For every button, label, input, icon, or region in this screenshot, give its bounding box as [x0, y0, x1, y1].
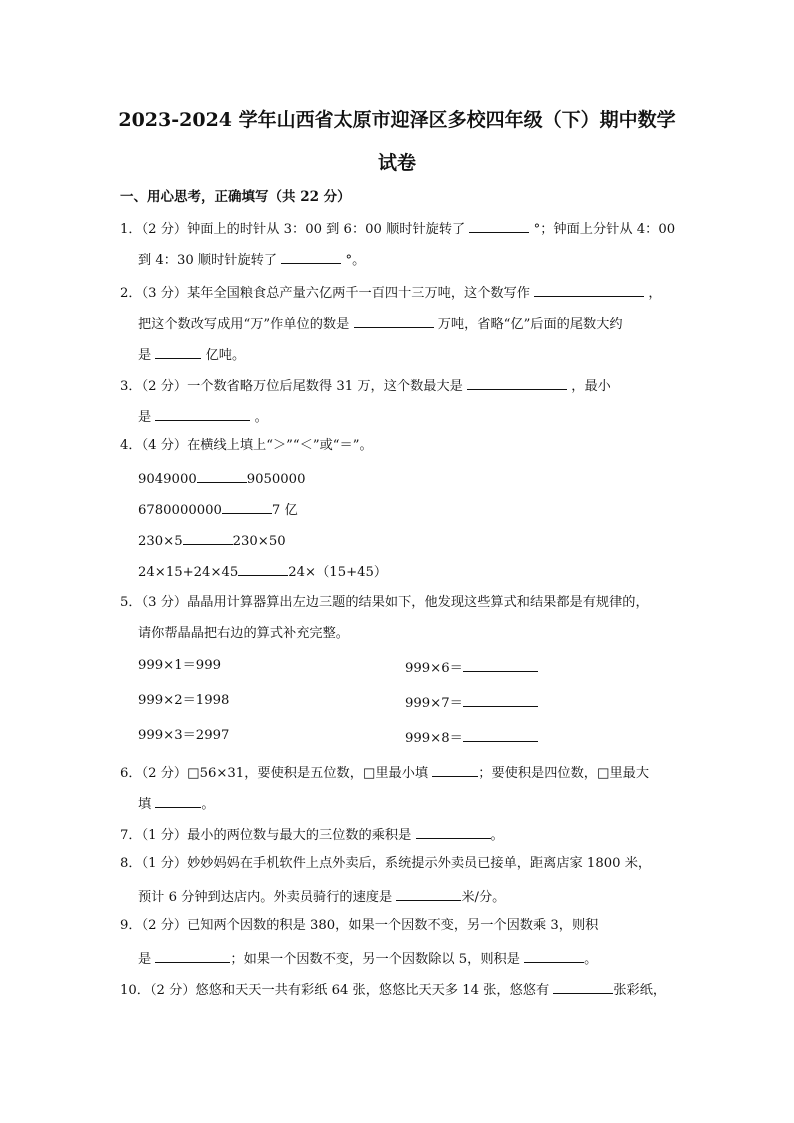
question-text: 1．（2 分）钟面上的时针从 3：00 到 6：00 顺时针旋转了 — [120, 222, 466, 237]
question-text: °；钟面上分针从 4：00 — [533, 222, 676, 237]
answer-blank[interactable] — [155, 344, 201, 359]
question-6-line-1 — [120, 762, 649, 783]
question-text: 预计 6 分钟到达店内。外卖员骑行的速度是 — [138, 890, 393, 905]
question-text: 。 — [254, 410, 268, 425]
question-9-line-2 — [138, 948, 597, 969]
question-text: ；如果一个因数不变，另一个因数除以 5，则积是 — [230, 952, 520, 967]
comparison-left: 230×5 — [138, 534, 183, 549]
answer-blank[interactable] — [155, 406, 250, 421]
question-text: 张彩纸， — [613, 983, 667, 998]
question-text: 10．（2 分）悠悠和天天一共有彩纸 64 张，悠悠比天天多 14 张，悠悠有 — [120, 983, 550, 998]
answer-blank[interactable] — [469, 218, 529, 233]
question-1-line-1 — [120, 218, 675, 239]
answer-blank[interactable] — [281, 249, 341, 264]
question-10 — [120, 979, 666, 1000]
answer-blank[interactable] — [238, 561, 288, 576]
question-1-line-2 — [138, 249, 365, 270]
answer-blank[interactable] — [354, 313, 434, 328]
equation-left: 999×2＝1998 — [138, 693, 230, 708]
question-text: 2．（3 分）某年全国粮食总产量六亿两千一百四十三万吨，这个数写作 — [120, 286, 530, 301]
question-text: 亿吨。 — [205, 348, 246, 363]
answer-blank[interactable] — [183, 530, 233, 545]
answer-blank[interactable] — [197, 468, 247, 483]
equation-right: 999×7＝ — [405, 692, 538, 713]
comparison-right: 9050000 — [246, 472, 306, 487]
question-2-line-3 — [138, 344, 245, 365]
question-text: 是 — [138, 410, 152, 425]
answer-blank[interactable] — [553, 979, 613, 994]
question-text: 填 — [138, 797, 152, 812]
page-title-continued: 试卷 — [377, 152, 416, 174]
question-8-line-1: 8．（1 分）妙妙妈妈在手机软件上点外卖后，系统提示外卖员已接单，距离店家 1800 米， — [120, 856, 652, 871]
question-4-stem: 4．（4 分）在横线上填上“＞”“＜”或“＝”。 — [120, 438, 373, 453]
comparison-left: 9049000 — [138, 472, 197, 487]
question-text: 3．（2 分）一个数省略万位后尾数得 31 万，这个数最大是 — [120, 379, 463, 394]
answer-blank[interactable] — [463, 692, 538, 707]
question-5-line-2: 请你帮晶晶把右边的算式补充完整。 — [138, 626, 349, 641]
comparison-row — [138, 499, 298, 520]
comparison-right: 24×（15+45） — [288, 565, 388, 580]
equation-left: 999×1＝999 — [138, 658, 221, 673]
question-text: 万吨，省略“亿”后面的尾数大约 — [437, 317, 623, 332]
comparison-right: 230×50 — [232, 534, 286, 549]
question-text: °。 — [345, 253, 366, 268]
question-text: 。 — [201, 797, 215, 812]
question-text: ， — [648, 286, 662, 301]
answer-blank[interactable] — [396, 886, 461, 901]
question-3-line-1 — [120, 375, 611, 396]
question-text: 。 — [584, 952, 598, 967]
answer-blank[interactable] — [463, 657, 538, 672]
question-text: 到 4：30 顺时针旋转了 — [138, 253, 278, 268]
question-7 — [120, 824, 504, 845]
equation-right: 999×6＝ — [405, 657, 538, 678]
question-2-line-1 — [120, 282, 662, 303]
question-5-line-1: 5．（3 分）晶晶用计算器算出左边三题的结果如下，他发现这些算式和结果都是有规律的， — [120, 595, 649, 610]
question-text: 7．（1 分）最小的两位数与最大的三位数的乘积是 — [120, 828, 412, 843]
question-6-line-2 — [138, 793, 215, 814]
question-9-line-1: 9．（2 分）已知两个因数的积是 380，如果一个因数不变，另一个因数乘 3，则积 — [120, 918, 599, 933]
answer-blank[interactable] — [222, 499, 272, 514]
answer-blank[interactable] — [155, 793, 201, 808]
question-3-line-2 — [138, 406, 268, 427]
question-text: 米/分。 — [461, 890, 506, 905]
comparison-left: 6780000000 — [138, 503, 222, 518]
answer-blank[interactable] — [416, 824, 491, 839]
answer-blank[interactable] — [534, 282, 644, 297]
answer-blank[interactable] — [524, 948, 584, 963]
equation-left: 999×3＝2997 — [138, 728, 230, 743]
comparison-row — [138, 468, 305, 489]
question-text: 。 — [490, 828, 504, 843]
answer-blank[interactable] — [467, 375, 567, 390]
comparison-right: 7 亿 — [271, 503, 298, 518]
comparison-left: 24×15+24×45 — [138, 565, 239, 580]
section-heading: 一、用心思考，正确填写（共 22 分） — [120, 189, 351, 205]
question-text: ，最小 — [571, 379, 611, 394]
answer-blank[interactable] — [463, 727, 538, 742]
question-text: 是 — [138, 952, 152, 967]
question-text: 是 — [138, 348, 152, 363]
page-title: 2023-2024 学年山西省太原市迎泽区多校四年级（下）期中数学 — [118, 109, 676, 131]
question-text: 6．（2 分）□56×31，要使积是五位数，□里最小填 — [120, 766, 429, 781]
answer-blank[interactable] — [155, 948, 230, 963]
question-text: 把这个数改写成用“万”作单位的数是 — [138, 317, 350, 332]
comparison-row — [138, 561, 387, 582]
question-8-line-2 — [138, 886, 505, 907]
question-2-line-2 — [138, 313, 623, 334]
question-text: ；要使积是四位数，□里最大 — [478, 766, 650, 781]
equation-right: 999×8＝ — [405, 727, 538, 748]
comparison-row — [138, 530, 286, 551]
answer-blank[interactable] — [432, 762, 478, 777]
